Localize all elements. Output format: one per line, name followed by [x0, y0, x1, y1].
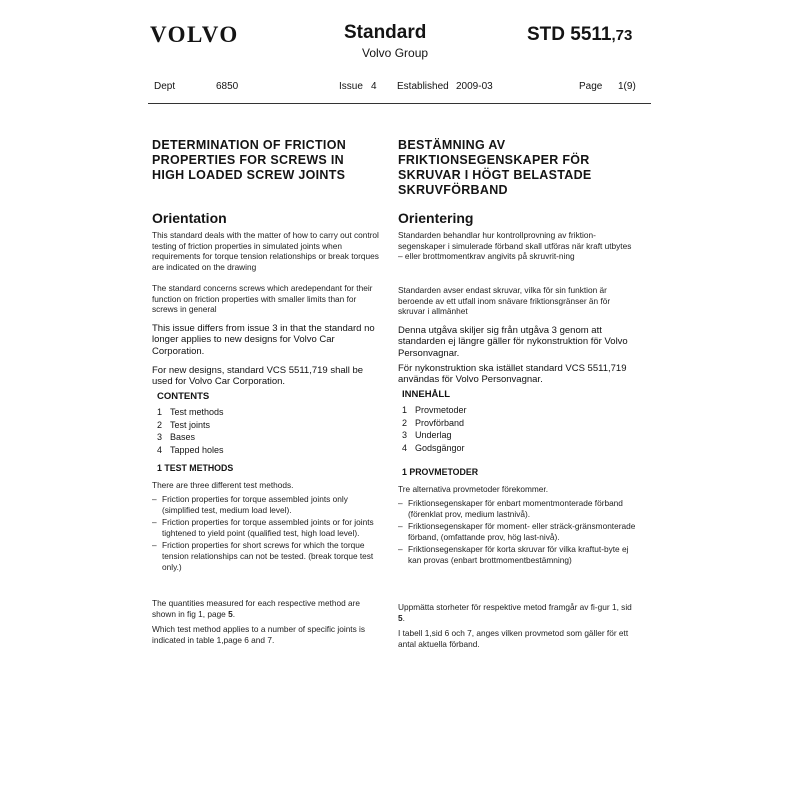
page-value: 1(9) [618, 81, 636, 92]
swedish-title-line: SKRUVFÖRBAND [398, 183, 508, 197]
standard-number-suffix: ,73 [611, 27, 633, 44]
contents-item-label: Bases [170, 432, 196, 443]
innehall-item [402, 442, 640, 455]
contents-item-number: 4 [157, 444, 163, 455]
contents-item [157, 406, 389, 419]
provmetoder-intro: Tre alternativa provmetoder förekommer. [398, 484, 549, 494]
orientering-paragraph-2: Standarden avser endast skruvar, vilka för sin funktion är beroende av ett utfall inom snävare friktionsgränser än för skruvar i allmänhet [398, 285, 611, 317]
provmetod-item-text: Friktionsegenskaper för moment- eller sträck-gränsmonterade förband, (omfattande prov, hög last-nivå). [408, 521, 636, 542]
orientation-paragraph-2: The standard concerns screws which aredependant for their function on friction properties with smaller limits than for screws in general [152, 283, 373, 315]
uppmatta-text: Uppmätta storheter för respektive metod framgår av fi-gur 1, sid [398, 602, 632, 612]
volvo-group-label: Volvo Group [362, 46, 429, 60]
innehall-item-number: 2 [402, 417, 408, 428]
contents-item-number: 3 [157, 432, 163, 443]
contents-item-label: Test methods [170, 407, 224, 417]
uppmatta-page-ref: 5 [398, 612, 403, 623]
swedish-title-line: BESTÄMNING AV [398, 138, 506, 152]
method-item-text: Friction properties for torque assembled joints only (simplified test, medium load level). [162, 494, 348, 515]
innehall-item-number: 3 [402, 430, 408, 441]
contents-item [157, 431, 389, 444]
method-item-text: Friction properties for short screws for which the torque tension relationships can not be tested. (break torque test only.) [162, 540, 374, 572]
section-1-intro: There are three different test methods. [152, 480, 294, 490]
tabell-paragraph: I tabell 1,sid 6 och 7, anges vilken provmetod som gäller för ett antal aktuella förband. [398, 628, 629, 649]
innehall-item [402, 404, 640, 417]
established-label: Established [397, 81, 449, 92]
provmetod-item-text: Friktionsegenskaper för korta skruvar för vilka kraftut-byte ej kan provas (enbart brottmomentbestämning) [408, 544, 629, 565]
swedish-title [398, 138, 636, 198]
dept-value: 6850 [216, 81, 239, 92]
provmetod-item: – Friktionsegenskaper för korta skruvar för vilka kraftut-byte ej kan provas (enbart brottmomentbestämning) [398, 544, 629, 565]
provmetoder-heading: 1 PROVMETODER [402, 467, 479, 477]
english-title-line: PROPERTIES FOR SCREWS IN [152, 153, 344, 167]
provmetoder-list [398, 498, 636, 568]
issue-label: Issue [339, 81, 363, 92]
method-item: – Friction properties for short screws for which the torque tension relationships can not be tested. (break torque test only.) [152, 540, 374, 572]
which-method-paragraph: Which test method applies to a number of specific joints is indicated in table 1,page 6 and 7. [152, 624, 366, 645]
utgava-paragraph: Denna utgåva skiljer sig från utgåva 3 genom att standarden ej längre gäller för nykonstruktion för Volvo Personvagnar. [398, 325, 628, 359]
innehall-item-number: 4 [402, 442, 408, 453]
volvo-logo: VOLVO [150, 22, 239, 47]
english-title-line: HIGH LOADED SCREW JOINTS [152, 168, 346, 182]
established-value: 2009-03 [456, 81, 493, 92]
new-designs-paragraph: For new designs, standard VCS 5511,719 shall be used for Volvo Car Corporation. [152, 365, 364, 388]
contents-heading: CONTENTS [157, 391, 210, 402]
english-title-line: DETERMINATION OF FRICTION [152, 138, 347, 152]
contents-list [157, 406, 389, 456]
method-item: – Friction properties for torque assembled joints or for joints tightened to yield point (qualified test, high load level). [152, 517, 374, 538]
innehall-item-label: Provmetoder [415, 405, 467, 415]
provmetod-item: – Friktionsegenskaper för enbart momentmonterade förband (förenklat prov, medium lastnivå). [398, 498, 623, 519]
issue-value: 4 [371, 81, 377, 92]
standard-title: Standard [344, 22, 427, 43]
orientation-heading: Orientation [152, 210, 227, 226]
header-divider [148, 103, 651, 104]
standard-number [527, 24, 632, 46]
innehall-list [402, 404, 640, 454]
dept-label: Dept [154, 81, 176, 92]
innehall-item [402, 429, 640, 442]
quantities-text: The quantities measured for each respective method are shown in fig 1, page [152, 598, 360, 619]
contents-item-label: Tapped holes [170, 444, 224, 455]
provmetod-item: – Friktionsegenskaper för moment- eller sträck-gränsmonterade förband, (omfattande prov, hög last-nivå). [398, 521, 636, 542]
swedish-title-line: SKRUVAR I HÖGT BELASTADE [398, 168, 592, 182]
uppmatta-paragraph: Uppmätta storheter för respektive metod framgår av fi-gur 1, sid 5. [398, 602, 632, 623]
contents-item [157, 444, 389, 457]
nykonstruktion-paragraph: För nykonstruktion ska istället standard VCS 5511,719 användas för Volvo Personvagnar. [398, 363, 627, 386]
contents-item-number: 2 [157, 419, 163, 430]
innehall-item [402, 417, 640, 430]
innehall-item-label: Provförband [415, 417, 465, 428]
innehall-heading: INNEHÅLL [402, 389, 451, 400]
innehall-item-label: Godsgängor [415, 442, 465, 453]
orientering-heading: Orientering [398, 210, 474, 226]
provmetod-item-text: Friktionsegenskaper för enbart momentmonterade förband (förenklat prov, medium lastnivå). [408, 498, 623, 519]
page-label: Page [579, 81, 603, 92]
innehall-item-number: 1 [402, 405, 408, 415]
method-item: – Friction properties for torque assembled joints only (simplified test, medium load level). [152, 494, 348, 515]
quantities-page-ref: 5 [228, 608, 233, 619]
quantities-paragraph: The quantities measured for each respective method are shown in fig 1, page 5. [152, 598, 360, 619]
orientation-paragraph-1: This standard deals with the matter of how to carry out control testing of friction properties in simulated joints when requirements for torque tension relationships or break torques are indicated on the drawing [152, 230, 379, 272]
contents-item-number: 1 [157, 407, 163, 417]
issue-paragraph: This issue differs from issue 3 in that the standard no longer applies to new designs for Volvo Car Corporation. [152, 323, 375, 357]
orientering-paragraph-1: Standarden behandlar hur kontrollprovning av friktion-segenskaper i simulerade förband skall utföras när kraft utbytes – eller brottmomentkrav angivits på skruvrit-ning [398, 230, 632, 262]
english-title [152, 138, 384, 183]
method-item-text: Friction properties for torque assembled joints or for joints tightened to yield point (qualified test, high load level). [162, 517, 374, 538]
contents-item [157, 419, 389, 432]
standard-number-main: STD 5511 [527, 24, 612, 45]
innehall-item-label: Underlag [415, 430, 452, 441]
methods-list [152, 494, 384, 574]
section-1-heading: 1 TEST METHODS [157, 463, 234, 473]
swedish-title-line: FRIKTIONSEGENSKAPER FÖR [398, 153, 590, 167]
contents-item-label: Test joints [170, 419, 211, 430]
